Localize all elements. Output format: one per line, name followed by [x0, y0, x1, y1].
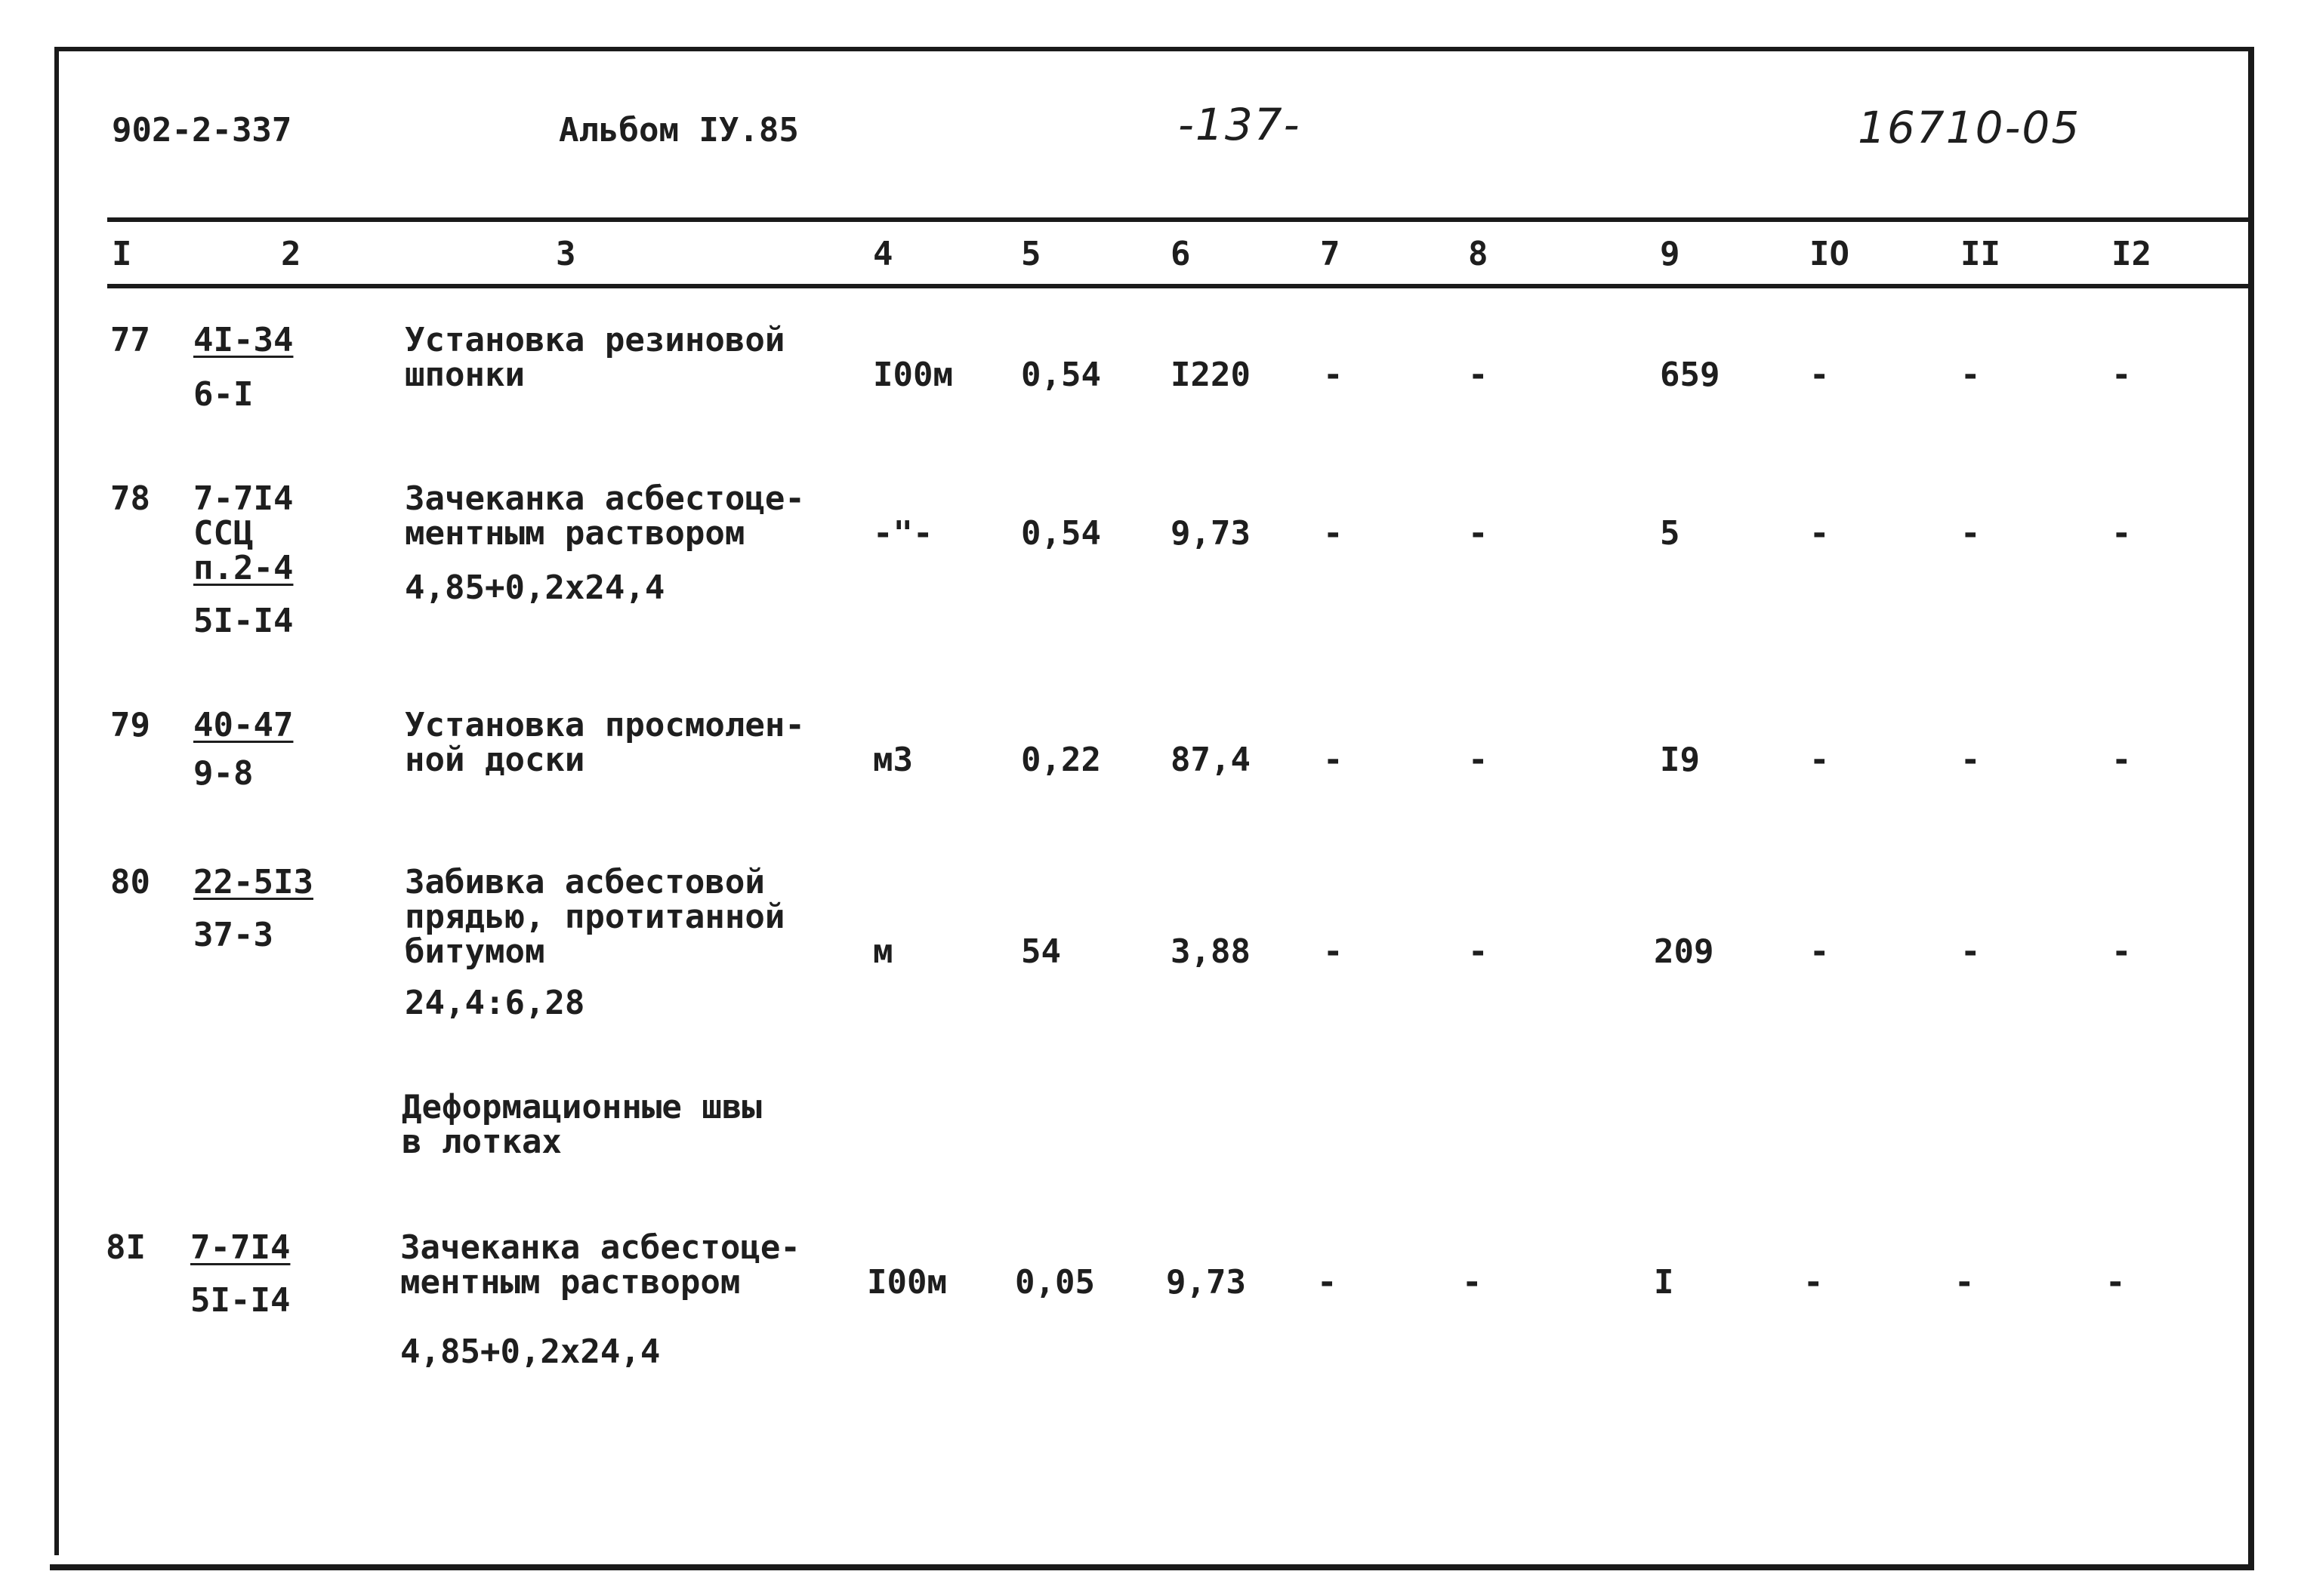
- total-cost: 5: [1660, 514, 1680, 553]
- frame-right-border: [2248, 47, 2254, 1570]
- col-header-7: 7: [1320, 235, 1340, 273]
- total-cost: 209: [1654, 932, 1714, 971]
- col-12-value: -: [2111, 932, 2132, 971]
- col-header-2: 2: [281, 235, 301, 273]
- col-11-value: -: [1960, 514, 1981, 553]
- section-title: Деформационные швы: [402, 1088, 762, 1126]
- sheet-number: 16710-05: [1858, 102, 2081, 153]
- work-description: Забивка асбестовой: [405, 863, 765, 901]
- col-7-value: -: [1317, 1263, 1337, 1302]
- header-rule-top: [107, 217, 2252, 222]
- col-12-value: -: [2105, 1263, 2126, 1302]
- header-rule-bottom: [107, 284, 2252, 288]
- quantity-formula: 24,4:6,28: [405, 984, 585, 1022]
- quantity: 0,54: [1021, 514, 1101, 553]
- work-description: битумом: [405, 932, 545, 971]
- col-7-value: -: [1323, 356, 1343, 394]
- norm-code: 7-7I4: [193, 479, 294, 518]
- frame-bottom-border: [50, 1564, 2253, 1570]
- norm-code-sub: 5I-I4: [193, 602, 294, 640]
- col-header-6: 6: [1171, 235, 1191, 273]
- work-description: Установка резиновой: [405, 321, 785, 359]
- col-header-10: IO: [1809, 235, 1849, 273]
- col-10-value: -: [1809, 932, 1830, 971]
- col-10-value: -: [1809, 741, 1830, 779]
- total-cost: I9: [1660, 741, 1700, 779]
- work-description: прядью, протитанной: [405, 898, 785, 936]
- quantity-formula: 4,85+0,2х24,4: [405, 568, 665, 607]
- unit-price: 9,73: [1166, 1263, 1246, 1302]
- quantity-formula: 4,85+0,2х24,4: [400, 1333, 661, 1371]
- norm-code: 22-5I3: [193, 863, 313, 901]
- work-description: ментным раствором: [405, 514, 745, 553]
- norm-code-sub: п.2-4: [193, 549, 294, 587]
- col-header-8: 8: [1468, 235, 1488, 273]
- work-description: Зачеканка асбестоце-: [400, 1228, 800, 1267]
- col-header-5: 5: [1021, 235, 1041, 273]
- unit: I00м: [873, 356, 953, 394]
- norm-code: 4I-34: [193, 321, 294, 359]
- col-12-value: -: [2111, 741, 2132, 779]
- work-description: Установка просмолен-: [405, 706, 805, 744]
- col-10-value: -: [1809, 356, 1830, 394]
- work-description: шпонки: [405, 356, 525, 394]
- col-11-value: -: [1960, 932, 1981, 971]
- quantity: 54: [1021, 932, 1061, 971]
- norm-code-sub: 5I-I4: [190, 1281, 291, 1320]
- col-11-value: -: [1954, 1263, 1975, 1302]
- work-description: ной доски: [405, 741, 585, 779]
- unit: м3: [873, 741, 913, 779]
- unit-price: I220: [1171, 356, 1251, 394]
- work-description: Зачеканка асбестоце-: [405, 479, 805, 518]
- col-8-value: -: [1468, 932, 1488, 971]
- col-8-value: -: [1462, 1263, 1482, 1302]
- unit: I00м: [867, 1263, 947, 1302]
- row-number: 80: [110, 863, 150, 901]
- col-7-value: -: [1323, 741, 1343, 779]
- col-header-11: II: [1960, 235, 2000, 273]
- section-title: в лотках: [402, 1123, 562, 1161]
- col-10-value: -: [1809, 514, 1830, 553]
- col-8-value: -: [1468, 741, 1488, 779]
- work-description: ментным раствором: [400, 1263, 741, 1302]
- col-12-value: -: [2111, 514, 2132, 553]
- col-header-3: 3: [556, 235, 576, 273]
- row-number: 78: [110, 479, 150, 518]
- unit-price: 87,4: [1171, 741, 1251, 779]
- col-8-value: -: [1468, 356, 1488, 394]
- unit: -"-: [873, 514, 933, 553]
- quantity: 0,22: [1021, 741, 1101, 779]
- norm-code: 40-47: [193, 706, 294, 744]
- unit: м: [873, 932, 893, 971]
- unit-price: 9,73: [1171, 514, 1251, 553]
- col-header-1: I: [112, 235, 132, 273]
- col-10-value: -: [1803, 1263, 1824, 1302]
- album-label: Альбом IУ.85: [559, 111, 799, 149]
- row-number: 77: [110, 321, 150, 359]
- col-12-value: -: [2111, 356, 2132, 394]
- document-frame: [54, 47, 2252, 1555]
- doc-code: 902-2-337: [112, 111, 292, 149]
- col-header-12: I2: [2111, 235, 2151, 273]
- col-11-value: -: [1960, 356, 1981, 394]
- total-cost: I: [1654, 1263, 1674, 1302]
- norm-code-sub: ССЦ: [193, 514, 254, 553]
- col-header-9: 9: [1660, 235, 1680, 273]
- quantity: 0,05: [1015, 1263, 1095, 1302]
- unit-price: 3,88: [1171, 932, 1251, 971]
- col-7-value: -: [1323, 932, 1343, 971]
- total-cost: 659: [1660, 356, 1720, 394]
- col-8-value: -: [1468, 514, 1488, 553]
- col-11-value: -: [1960, 741, 1981, 779]
- row-number: 8I: [106, 1228, 146, 1267]
- quantity: 0,54: [1021, 356, 1101, 394]
- col-header-4: 4: [873, 235, 893, 273]
- norm-code: 7-7I4: [190, 1228, 291, 1267]
- norm-code-sub: 6-I: [193, 375, 254, 414]
- norm-code-sub: 37-3: [193, 916, 273, 954]
- norm-code-sub: 9-8: [193, 754, 254, 793]
- col-7-value: -: [1323, 514, 1343, 553]
- row-number: 79: [110, 706, 150, 744]
- page-number: -137-: [1178, 99, 1301, 150]
